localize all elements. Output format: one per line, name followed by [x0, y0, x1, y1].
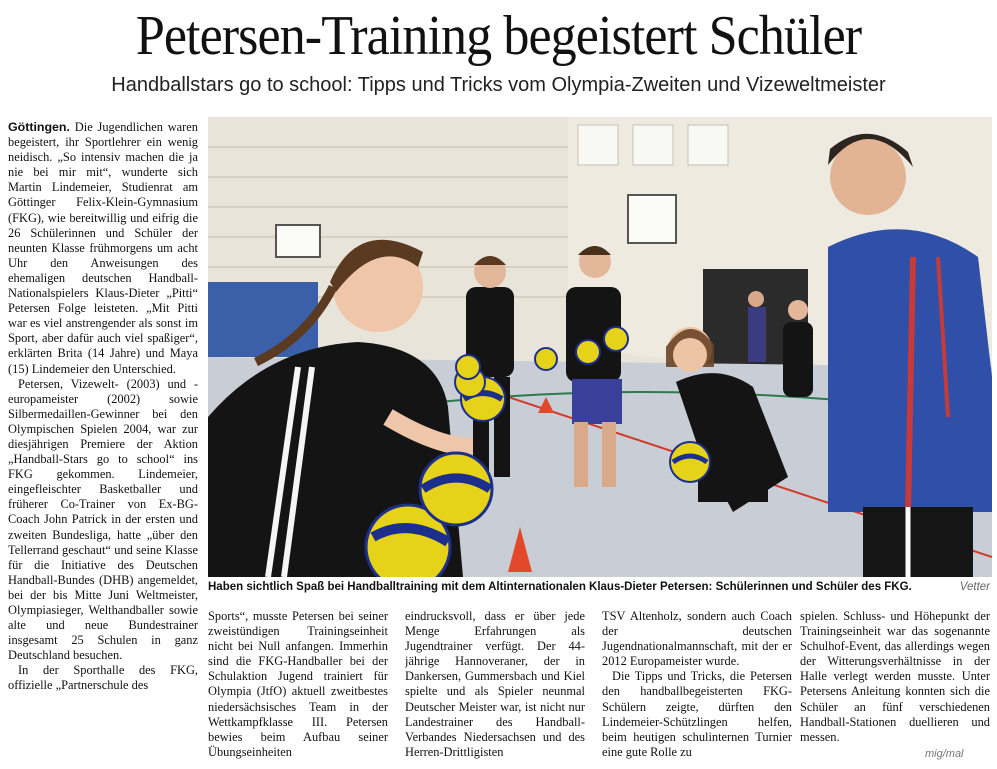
paragraph-2: Petersen, Vizewelt- (2003) und -europameister (2002) sowie Silbermedaillen-Gewinner bei den Olympischen Spielen 2004, war zur diesjährigen Premiere der Aktion „Handball-Stars go to school“ ins FKG gekommen. Lindemeier, eingefleischter Basketballer und früherer Co-Trainer von Ex-BG-Coach John Patrick in der ersten und zweiten Bundesliga, hatte „über den Tellerrand geschaut“ und seine Klasse für die Initiative des Deutschen Handball-Bundes (DHB) angemeldet, bei der bis Mitte Juni Weltmeister, Olympiasieger, Welthandballer sowie alte und neue Bundestrainer insgesamt 25 Schulen in ganz Deutschland besuchen.: [8, 376, 198, 663]
paragraph-3: In der Sporthalle des FKG, offizielle „Partnerschule des: [8, 663, 198, 693]
photo-caption: Haben sichtlich Spaß bei Handballtraining mit dem Altinternationalen Klaus-Dieter Petersen: Schülerinnen und Schüler des FKG.: [208, 581, 912, 593]
article-column-3: [405, 609, 585, 759]
article-column-2: [208, 609, 388, 759]
photo-handball-training: [208, 117, 992, 577]
column-5-text: spielen. Schluss- und Höhepunkt der Trainingseinheit war das sogenannte Schulhof-Event, das allerdings wegen der Witterungsverhältnisse in der Halle verlegt werden musste. Unter Petersens Anleitung konnten sich die Schüler an fünf verschiedenen Handball-Stationen duellieren und messen.: [800, 609, 990, 744]
article-column-1: [8, 120, 198, 694]
column-4-paragraph-1: TSV Altenholz, sondern auch Coach der deutschen Jugendnationalmannschaft, mit der er 2012 Europameister wurde.: [602, 609, 792, 669]
subheadline: Handballstars go to school: Tipps und Tricks vom Olympia-Zweiten und Vizeweltmeister: [111, 74, 886, 96]
dateline: Göttingen.: [8, 120, 70, 134]
column-3-text: eindrucksvoll, dass er über jede Menge Erfahrungen als Jugendtrainer verfügt. Der 44-jährige Hannoveraner, der in Dankersen, Gummersbach und Kiel spielte und als Spieler neunmal Deutscher Meister war, ist nicht nur Landestrainer des Handball-Verbandes Niedersachsen und des Herren-Drittligisten: [405, 609, 585, 759]
article-column-4: [602, 609, 792, 759]
column-4-paragraph-2: Die Tipps und Tricks, die Petersen den handballbegeisterten FKG-Schülern zeigte, dürften den Lindemeier-Schützlingen helfen, beim heutigen schulinternen Turnier eine gute Rolle zu: [602, 669, 792, 759]
headline: Petersen-Training begeistert Schüler: [135, 5, 862, 67]
author-credit: mig/mal: [925, 748, 964, 760]
article-column-5: [800, 609, 990, 759]
photo-credit: Vetter: [959, 581, 990, 593]
paragraph-1: [8, 120, 198, 377]
article-photo: [208, 117, 992, 577]
paragraph-1-text: Die Jugendlichen waren begeistert, ihr Sportlehrer ein wenig neidisch. „So intensiv machen die ja nie bei mir mit“, wunderte sich Martin Lindemeier, Studienrat am Göttinger Felix-Klein-Gymnasium (FKG), wie bereitwillig und eifrig die 26 Schülerinnen und Schüler der neunten Klasse frühmorgens um acht Uhr den Anweisungen des ehemaligen deutschen Handball-Nationalspielers Klaus-Dieter „Pitti“ Petersen Folge leisteten. „Mit Pitti war es viel anstrengender als sonst im Sport, aber dafür auch viel spaßiger“, erklärten Brita (14 Jahre) und Maya (15) Lindemeier den Unterschied.: [8, 120, 198, 376]
photo-caption-bar: [208, 578, 992, 596]
column-2-text: Sports“, musste Petersen bei seiner zweistündigen Trainingseinheit nicht bei Null anfangen. Immerhin sind die FKG-Handballer bei der Schulaktion Jugend trainiert für Olympia (JtfO) aktuell zweitbestes niedersächsisches Team in der Wettkampfklasse III. Petersen bewies beim Aufbau seiner Übungseinheiten: [208, 609, 388, 759]
